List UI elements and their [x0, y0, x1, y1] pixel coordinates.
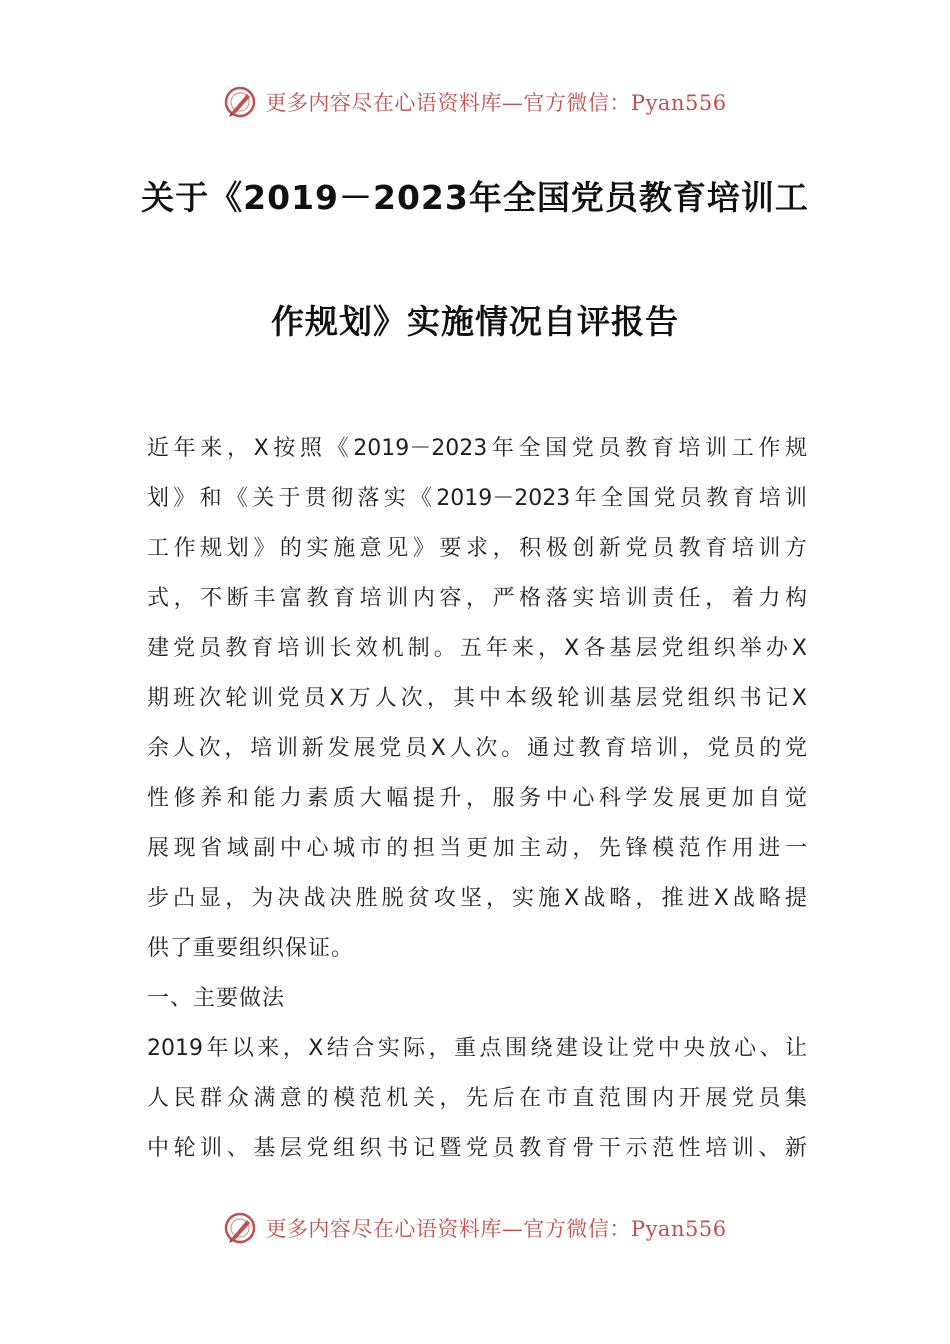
document-body: [147, 424, 807, 1174]
watermark-text: 更多内容尽在心语资料库—官方微信：Pyan556: [265, 1217, 727, 1241]
paragraph-line: 展现省域副中心城市的担当更加主动，先锋模范作用进一: [147, 836, 807, 861]
paragraph-line: 人民群众满意的模范机关，先后在市直范围内开展党员集: [147, 1086, 807, 1111]
paragraph-line: 余人次，培训新发展党员X人次。通过教育培训，党员的党: [147, 736, 807, 761]
paragraph-line: 建党员教育培训长效机制。五年来，X各基层党组织举办X: [147, 636, 807, 661]
paragraph-line: 工作规划》的实施意见》要求，积极创新党员教育培训方: [147, 536, 807, 561]
paragraph-line: 近年来，X按照《2019－2023年全国党员教育培训工作规: [147, 436, 807, 461]
paragraph-line: 一、主要做法: [147, 986, 286, 1011]
document-title-line-2: 作规划》实施情况自评报告: [271, 302, 679, 341]
watermark-text: 更多内容尽在心语资料库—官方微信：Pyan556: [265, 91, 727, 115]
pen-logo-icon: [223, 1211, 257, 1245]
paragraph-line: 性修养和能力素质大幅提升，服务中心科学发展更加自觉: [147, 786, 807, 811]
paragraph-line: 中轮训、基层党组织书记暨党员教育骨干示范性培训、新: [147, 1136, 807, 1161]
paragraph-line: 供了重要组织保证。: [147, 936, 355, 961]
paragraph-line: 划》和《关于贯彻落实《2019－2023年全国党员教育培训: [147, 486, 807, 511]
watermark-banner-top: [0, 82, 950, 122]
pen-logo-icon: [223, 85, 257, 119]
watermark-banner-bottom: [0, 1208, 950, 1248]
paragraph-line: 期班次轮训党员X万人次，其中本级轮训基层党组织书记X: [147, 686, 807, 711]
paragraph-line: 2019年以来，X结合实际，重点围绕建设让党中央放心、让: [147, 1036, 807, 1061]
paragraph-line: 步凸显，为决战决胜脱贫攻坚，实施X战略，推进X战略提: [147, 886, 807, 911]
paragraph-line: 式，不断丰富教育培训内容，严格落实培训责任，着力构: [147, 586, 807, 611]
document-title-line-1: 关于《2019－2023年全国党员教育培训工: [141, 178, 809, 217]
